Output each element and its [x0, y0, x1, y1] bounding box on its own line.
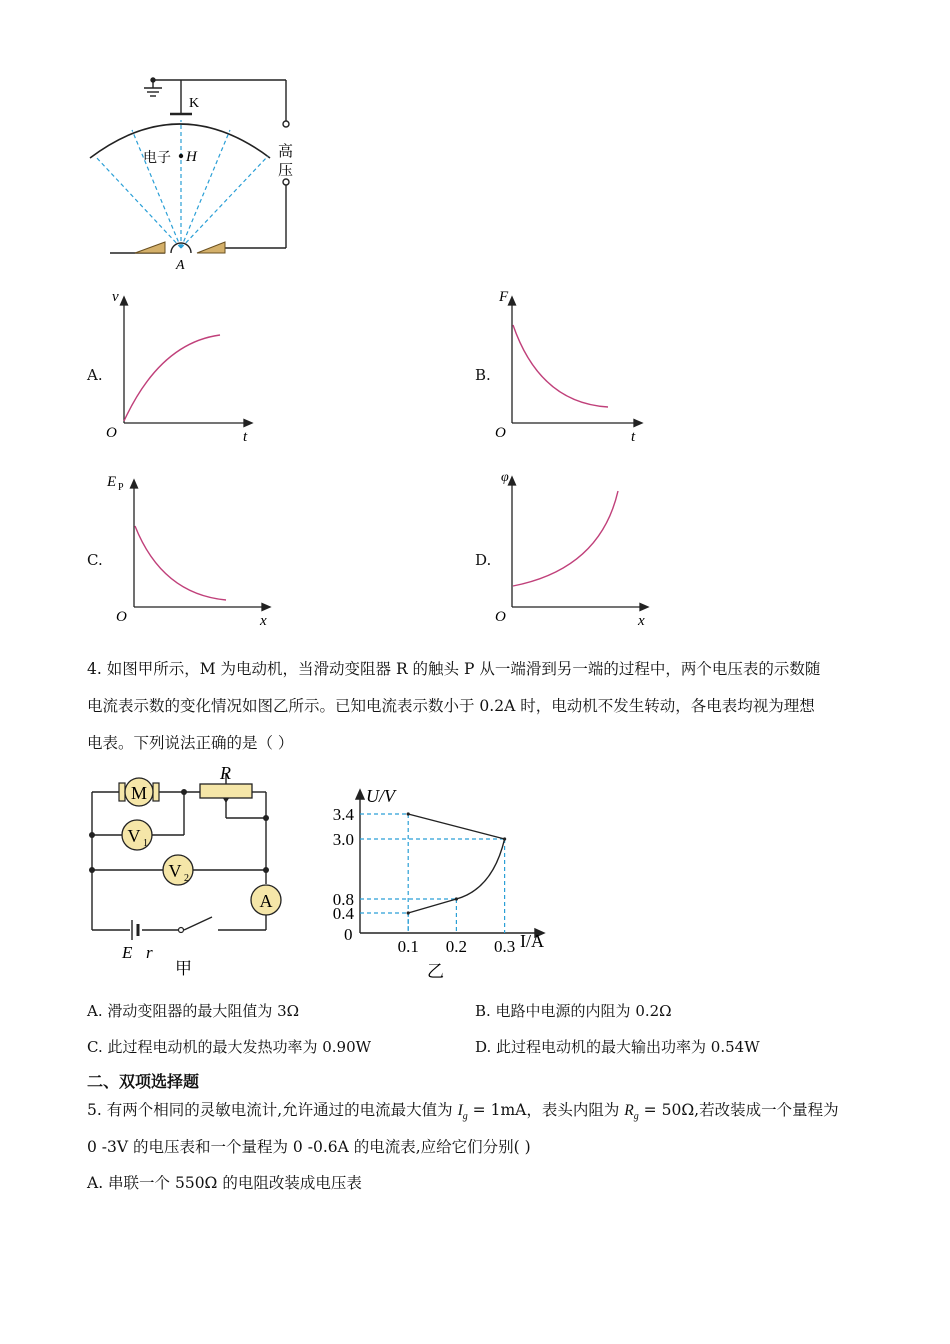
q5-line1-part-b: = 1mA，表头内阻为 — [467, 1101, 625, 1119]
q4-option-a: A. 滑动变阻器的最大阻值为 3Ω — [87, 1002, 300, 1020]
anode-label: A — [176, 258, 185, 273]
q5-rg-symbol: R — [624, 1102, 634, 1119]
v1-label: V — [127, 826, 141, 846]
data-point — [407, 911, 410, 914]
circuit-caption: 甲 — [175, 959, 192, 978]
option-a-origin: O — [106, 425, 117, 441]
option-b-y-label: F — [499, 289, 509, 305]
v2-label: V — [168, 861, 182, 881]
q4-text-line-2: 电流表示数的变化情况如图乙所示。已知电流表示数小于 0.2A 时，电动机不发生转动，各电表均视为理想 — [87, 697, 815, 715]
circuit-diagram — [80, 760, 300, 985]
option-c-y-label-sub: P — [118, 482, 124, 493]
graph-caption: 乙 — [427, 962, 444, 981]
section-heading: 二、双项选择题 — [87, 1072, 200, 1091]
graph-y-label: U/V — [366, 786, 395, 806]
graph-x-label: I/A — [520, 931, 544, 951]
y-tick-label: 3.4 — [332, 805, 354, 824]
option-a-y-label: v — [112, 289, 119, 305]
hv-label-1: 高 — [278, 144, 294, 160]
x-tick-label: 0.3 — [493, 937, 516, 956]
q4-option-d: D. 此过程电动机的最大输出功率为 0.54W — [475, 1038, 760, 1056]
data-point — [503, 837, 506, 840]
ammeter-label: A — [259, 891, 273, 911]
q4-text-line-1: 4. 如图甲所示，M 为电动机，当滑动变阻器 R 的触头 P 从一端滑到另一端的过程中，两个电压表的示数随 — [87, 660, 821, 678]
option-a-x-label: t — [243, 429, 248, 445]
ui-graph — [320, 780, 560, 985]
option-d-y-label: φ — [501, 470, 509, 485]
option-d-origin: O — [495, 609, 506, 625]
option-c-graph — [100, 470, 280, 630]
option-b-graph — [490, 285, 650, 445]
rheostat-label: R — [220, 763, 231, 783]
hv-label-2: 压 — [278, 163, 294, 179]
option-c-letter: C. — [87, 551, 103, 569]
q5-line1-part-c: = 50Ω,若改装成一个量程为 — [638, 1101, 839, 1119]
y-tick-label: 0.8 — [332, 890, 354, 909]
emf-label: E — [122, 943, 133, 962]
option-c-x-label: x — [260, 613, 267, 629]
graph-origin: 0 — [344, 925, 353, 944]
motor-label: M — [130, 783, 148, 803]
x-tick-label: 0.2 — [445, 937, 468, 956]
electron-tube-figure — [80, 70, 310, 275]
y-tick-label: 0.4 — [332, 904, 354, 923]
q5-text-line-2: 0 -3V 的电压表和一个量程为 0 -0.6A 的电流表,应给它们分别( ) — [87, 1138, 531, 1156]
series-v2-line — [408, 814, 504, 839]
q5-rg-sub: g — [633, 1111, 639, 1123]
option-c-y-label: E — [107, 474, 117, 490]
q4-option-c: C. 此过程电动机的最大发热功率为 0.90W — [87, 1038, 372, 1056]
v1-sub: 1 — [143, 838, 148, 849]
option-c-origin: O — [116, 609, 127, 625]
option-b-x-label: t — [631, 429, 636, 445]
q5-line1-part-a: 5. 有两个相同的灵敏电流计,允许通过的电流最大值为 — [87, 1101, 458, 1119]
option-a-letter: A. — [87, 366, 103, 384]
q5-ig-symbol: I — [457, 1102, 463, 1119]
option-d-graph — [490, 465, 660, 630]
q5-ig-sub: g — [462, 1111, 468, 1123]
x-tick-label: 0.1 — [397, 937, 419, 956]
option-a-graph — [100, 285, 260, 445]
v2-sub: 2 — [184, 873, 189, 884]
point-h-label: H — [186, 149, 197, 165]
q4-text-line-3: 电表。下列说法正确的是（ ） — [87, 734, 294, 752]
option-b-origin: O — [495, 425, 506, 441]
y-tick-label: 3.0 — [332, 830, 354, 849]
internal-r-label: r — [146, 943, 153, 962]
electron-label: 电子 — [143, 151, 171, 166]
data-point — [407, 812, 410, 815]
q4-option-b: B. 电路中电源的内阻为 0.2Ω — [475, 1002, 672, 1020]
cathode-label: K — [189, 96, 200, 111]
option-d-letter: D. — [475, 551, 492, 569]
option-d-x-label: x — [638, 613, 645, 629]
q5-option-a: A. 串联一个 550Ω 的电阻改装成电压表 — [87, 1174, 362, 1192]
q5-text-line-1 — [87, 1100, 877, 1127]
data-point — [455, 897, 458, 900]
option-b-letter: B. — [475, 366, 491, 384]
